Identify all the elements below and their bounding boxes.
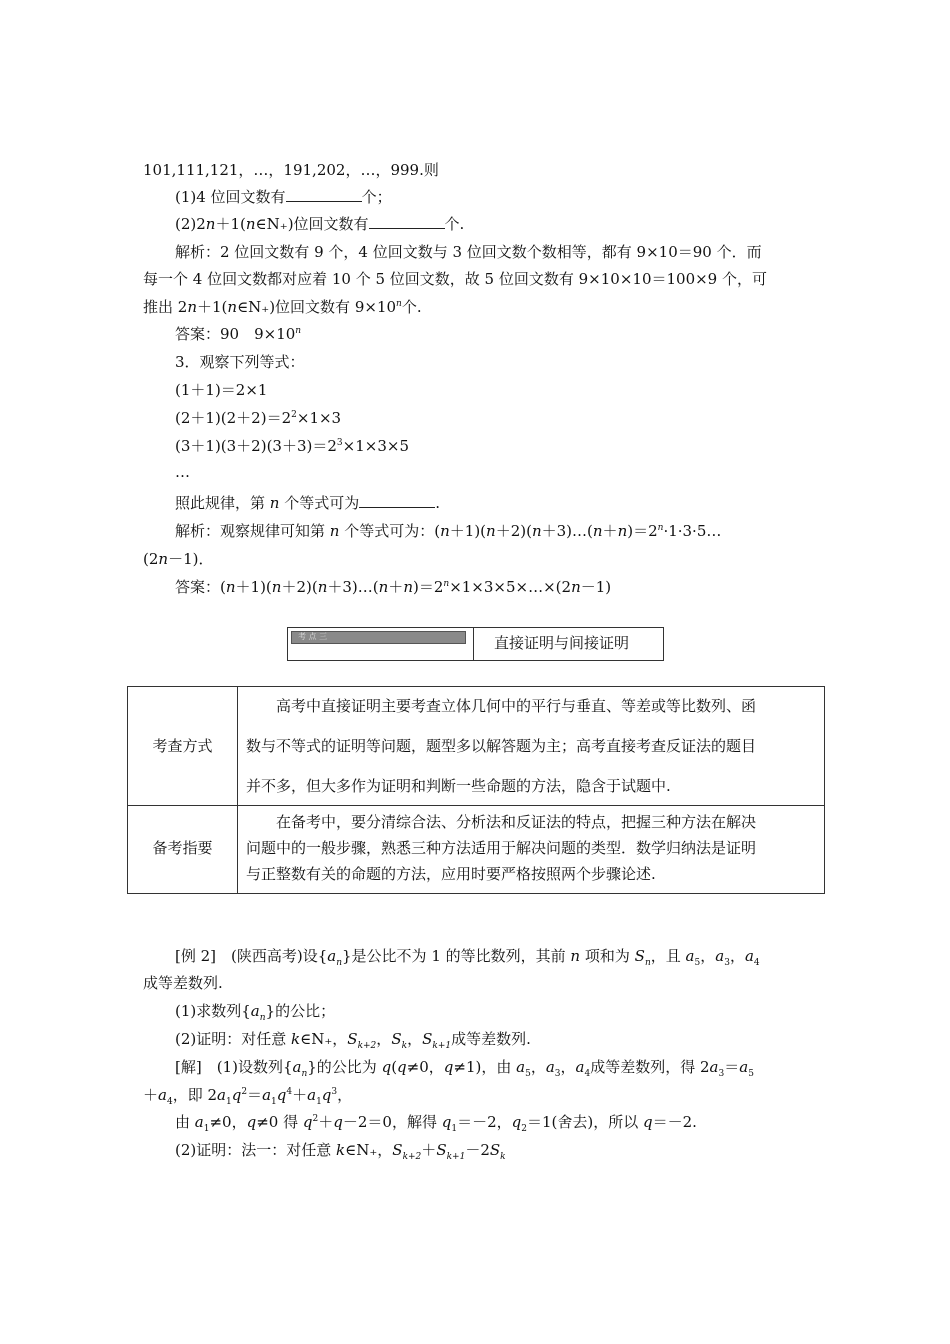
equation-line: $(3+1)(3+2)(3+3)=2^3\times 1\times 3\times 5$ bbox=[175, 437, 409, 455]
section-title: 直接证明与间接证明 bbox=[494, 634, 630, 652]
row-label-prep-guide: 备考指要 bbox=[152, 839, 213, 857]
answer-line: 答案：$(n+1)(n+2)(n+3)\dots(n+n)=2^n\times 1\times 3\times 5\times\dots\times(2n-1)$ bbox=[175, 578, 612, 596]
text-line: 101,111,121，…，191,202，…，999.则 bbox=[143, 161, 439, 179]
example-line: (2)证明：对任意 k∈N₊，$S_{k+2}$，$S_k$，$S_{k+1}$成等差数列. bbox=[175, 1030, 531, 1051]
ellipsis-line: … bbox=[175, 463, 190, 481]
divider bbox=[473, 628, 474, 660]
solution-line: $+a_4$，即 $2a_1q^2=a_1q^4+a_1q^3$， bbox=[143, 1086, 353, 1107]
question-line: 照此规律，第 n 个等式可为 . bbox=[175, 494, 441, 512]
divider bbox=[128, 805, 824, 806]
row-label-exam-method: 考查方式 bbox=[152, 737, 213, 755]
analysis-line: 解析：2 位回文数有 9 个，4 位回文数与 3 位回文数个数相等，都有 9×10＝90 个．而 bbox=[175, 243, 762, 261]
divider bbox=[237, 687, 238, 893]
table-cell-line: 数与不等式的证明等问题，题型多以解答题为主；高考直接考查反证法的题目 bbox=[246, 737, 757, 755]
solution-line: [解] (1)设数列$\{a_n\}$的公比为 q(q≠0，q≠1)，由 $a_5$，$a_3$，$a_4$成等差数列，得 $2a_3=a_5$ bbox=[175, 1058, 754, 1079]
example-line: (1)求数列$\{a_n\}$的公比； bbox=[175, 1002, 336, 1023]
analysis-line: (2n－1)． bbox=[143, 550, 214, 568]
equation-line: $(2+1)(2+2)=2^2\times 1\times 3$ bbox=[175, 409, 342, 427]
question-1: (1)4 位回文数有 个； bbox=[175, 188, 392, 206]
table-cell-line: 高考中直接证明主要考查立体几何中的平行与垂直、等差或等比数列、函 bbox=[246, 697, 757, 715]
exam-info-table bbox=[127, 686, 825, 894]
section-tag: 考 点 三 bbox=[291, 631, 466, 644]
example-line: 成等差数列. bbox=[143, 974, 223, 992]
equation-line: (1＋1)＝2×1 bbox=[175, 381, 268, 399]
answer-blank bbox=[359, 493, 435, 508]
question-2: (2)2n＋1(n∈N₊)位回文数有 个. bbox=[175, 215, 465, 233]
problem-3-title: 3．观察下列等式： bbox=[175, 353, 305, 371]
answer-line: 答案：90 $9\times 10^n$ bbox=[175, 325, 302, 343]
table-cell-line: 在备考中，要分清综合法、分析法和反证法的特点，把握三种方法在解决 bbox=[246, 813, 757, 831]
analysis-line: 推出 2n＋1(n∈N₊)位回文数有 $9\times 10^n$个. bbox=[143, 298, 422, 316]
analysis-line: 每一个 4 位回文数都对应着 10 个 5 位回文数，故 5 位回文数有 9×10×10＝100×9 个，可 bbox=[143, 270, 767, 288]
solution-line: (2)证明：法一：对任意 k∈N₊，$S_{k+2}+S_{k+1}-2S_k$ bbox=[175, 1141, 506, 1162]
answer-blank bbox=[369, 214, 445, 229]
example-line: [例 2] (陕西高考)设$\{a_n\}$是公比不为 1 的等比数列，其前 n 项和为 $S_n$，且 $a_5$，$a_3$，$a_4$ bbox=[175, 947, 760, 968]
table-cell-line: 与正整数有关的命题的方法，应用时要严格按照两个步骤论述. bbox=[246, 865, 656, 883]
table-cell-line: 并不多，但大多作为证明和判断一些命题的方法，隐含于试题中. bbox=[246, 777, 671, 795]
analysis-line: 解析：观察规律可知第 n 个等式可为：$(n+1)(n+2)(n+3)\dots(n+n)=2^n\cdot 1\cdot 3\cdot 5\dots$ bbox=[175, 522, 722, 540]
answer-blank bbox=[286, 187, 362, 202]
section-header bbox=[287, 627, 664, 661]
table-cell-line: 问题中的一般步骤，熟悉三种方法适用于解决问题的类型．数学归纳法是证明 bbox=[246, 839, 757, 857]
solution-line: 由 $a_1\ne 0$，q≠0 得 $q^2+q-2=0$，解得 $q_1=-2$，$q_2=1$(舍去)，所以 q＝－2. bbox=[175, 1113, 697, 1134]
